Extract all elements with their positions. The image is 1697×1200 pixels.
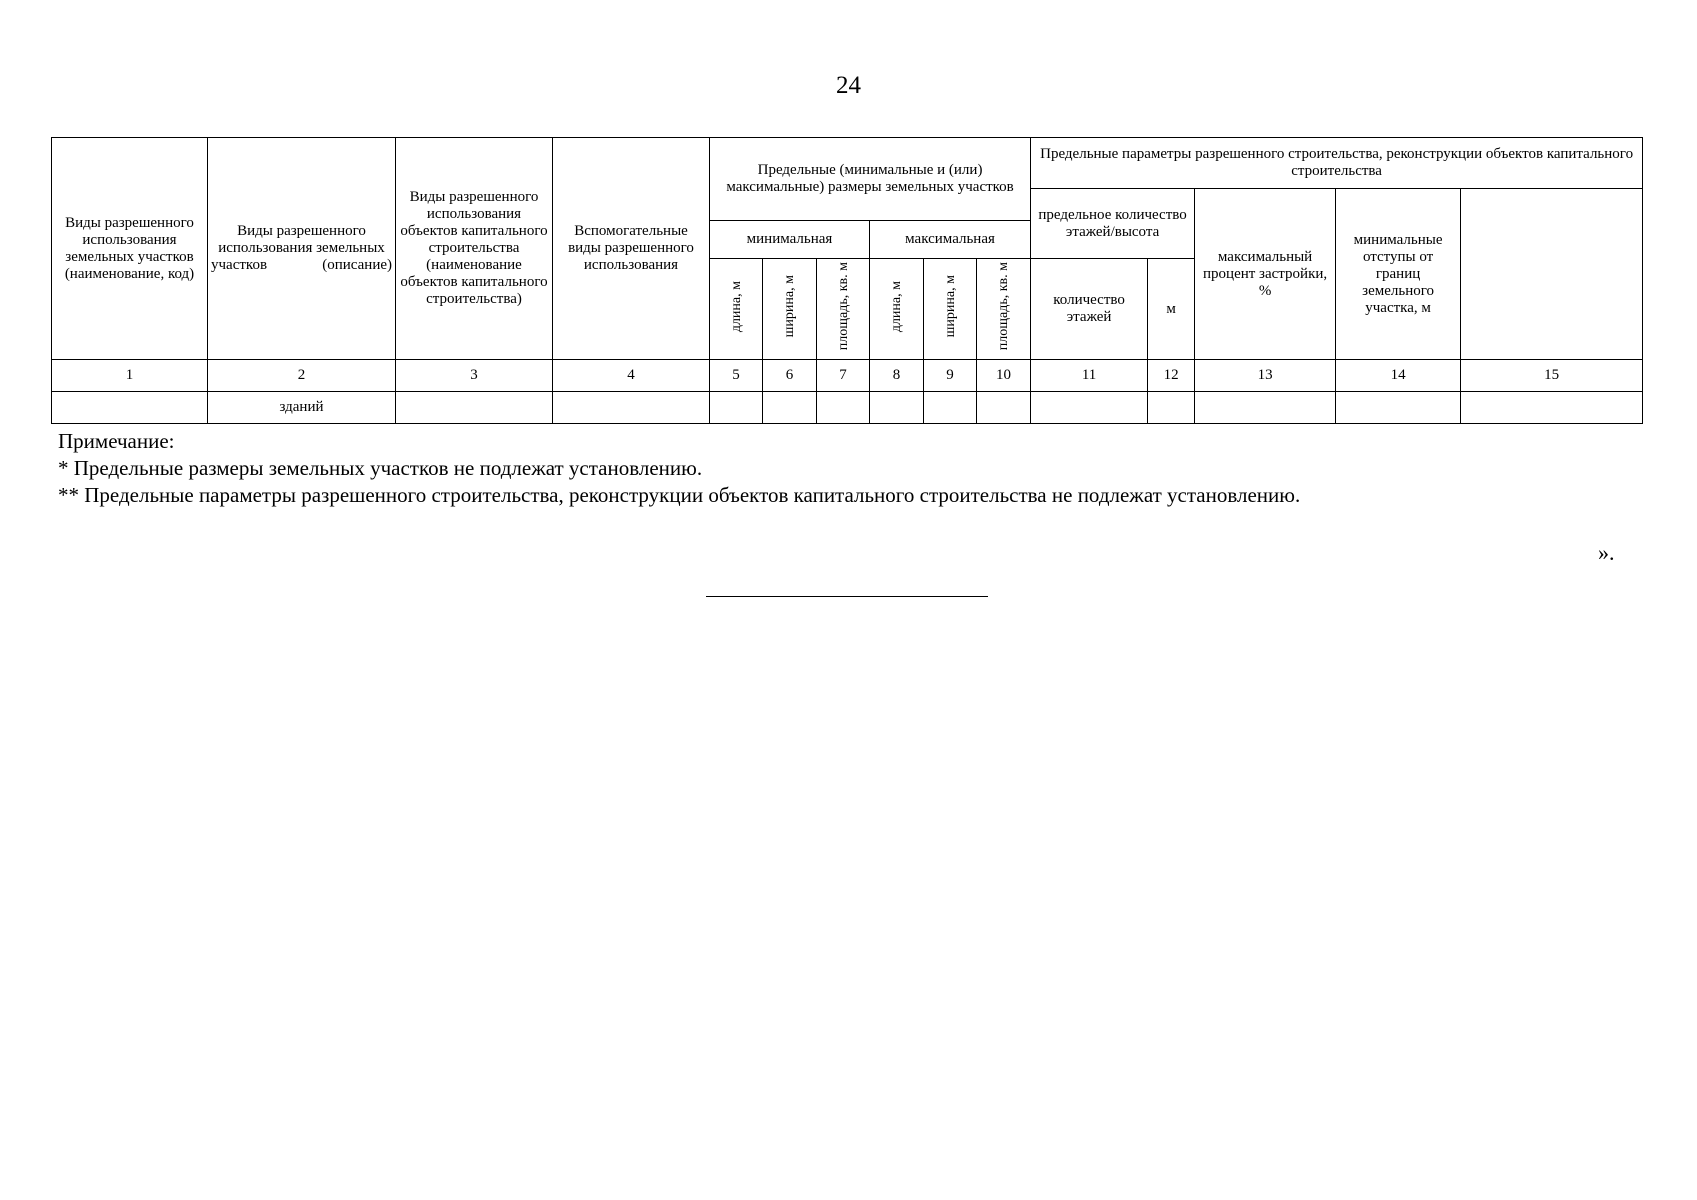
header-max-width: ширина, м — [924, 259, 977, 360]
column-number: 11 — [1031, 360, 1148, 392]
header-plot-size-limits: Предельные (минимальные и (или) максимальные) размеры земельных участков — [710, 138, 1031, 221]
column-number: 6 — [763, 360, 817, 392]
column-number: 13 — [1195, 360, 1336, 392]
table-cell — [1031, 392, 1148, 424]
closing-quote: ». — [1598, 540, 1615, 565]
notes-section — [58, 428, 1300, 509]
table-cell — [553, 392, 710, 424]
header-construction-parameters: Предельные параметры разрешенного строительства, реконструкции объектов капитального строительства — [1031, 138, 1643, 189]
table-cell: зданий — [208, 392, 396, 424]
end-separator-line — [706, 596, 988, 597]
table-row — [52, 392, 1643, 424]
table-cell — [52, 392, 208, 424]
column-number: 2 — [208, 360, 396, 392]
table-cell — [870, 392, 924, 424]
table-cell — [817, 392, 870, 424]
land-use-regulations-table — [51, 137, 1643, 424]
note-construction-parameters: ** Предельные параметры разрешенного строительства, реконструкции объектов капитального строительства не подлежат установлению. — [58, 483, 1301, 507]
header-land-use-description: Виды разрешенного использования земельных участков (описание) — [208, 138, 396, 360]
column-number: 7 — [817, 360, 870, 392]
header-min-setbacks: минимальные отступы от границ земельного участка, м — [1336, 189, 1461, 360]
table-cell — [710, 392, 763, 424]
column-number: 1 — [52, 360, 208, 392]
column-number: 8 — [870, 360, 924, 392]
header-capital-construction-use: Виды разрешенного использования объектов капитального строительства (наименование объектов капитального строительства) — [396, 138, 553, 360]
header-floors-height: предельное количество этажей/высота — [1031, 189, 1195, 259]
header-max-area: площадь, кв. м — [977, 259, 1031, 360]
table-cell — [1148, 392, 1195, 424]
header-minimum: минимальная — [710, 221, 870, 259]
column-number: 15 — [1461, 360, 1643, 392]
table-cell — [1195, 392, 1336, 424]
header-min-width: ширина, м — [763, 259, 817, 360]
table-cell — [1461, 392, 1643, 424]
table-cell — [396, 392, 553, 424]
header-min-area: площадь, кв. м — [817, 259, 870, 360]
column-number: 9 — [924, 360, 977, 392]
column-number: 3 — [396, 360, 553, 392]
header-max-coverage: максимальный процент застройки, % — [1195, 189, 1336, 360]
table-cell — [977, 392, 1031, 424]
header-auxiliary-use: Вспомогательные виды разрешенного использования — [553, 138, 710, 360]
table-cell — [1336, 392, 1461, 424]
notes-heading: Примечание: — [58, 429, 175, 453]
column-number: 14 — [1336, 360, 1461, 392]
header-meters: м — [1148, 259, 1195, 360]
page-number: 24 — [836, 72, 861, 99]
note-plot-sizes: * Предельные размеры земельных участков не подлежат установлению. — [58, 456, 703, 480]
header-floors-count: количество этажей — [1031, 259, 1148, 360]
column-number: 12 — [1148, 360, 1195, 392]
table-cell — [763, 392, 817, 424]
header-row-1 — [52, 138, 1643, 189]
column-number: 4 — [553, 360, 710, 392]
column-numbers-row — [52, 360, 1643, 392]
column-number: 5 — [710, 360, 763, 392]
header-land-use-name: Виды разрешенного использования земельных участков (наименование, код) — [52, 138, 208, 360]
column-number: 10 — [977, 360, 1031, 392]
header-max-length: длина, м — [870, 259, 924, 360]
header-maximum: максимальная — [870, 221, 1031, 259]
table-cell — [924, 392, 977, 424]
header-min-length: длина, м — [710, 259, 763, 360]
